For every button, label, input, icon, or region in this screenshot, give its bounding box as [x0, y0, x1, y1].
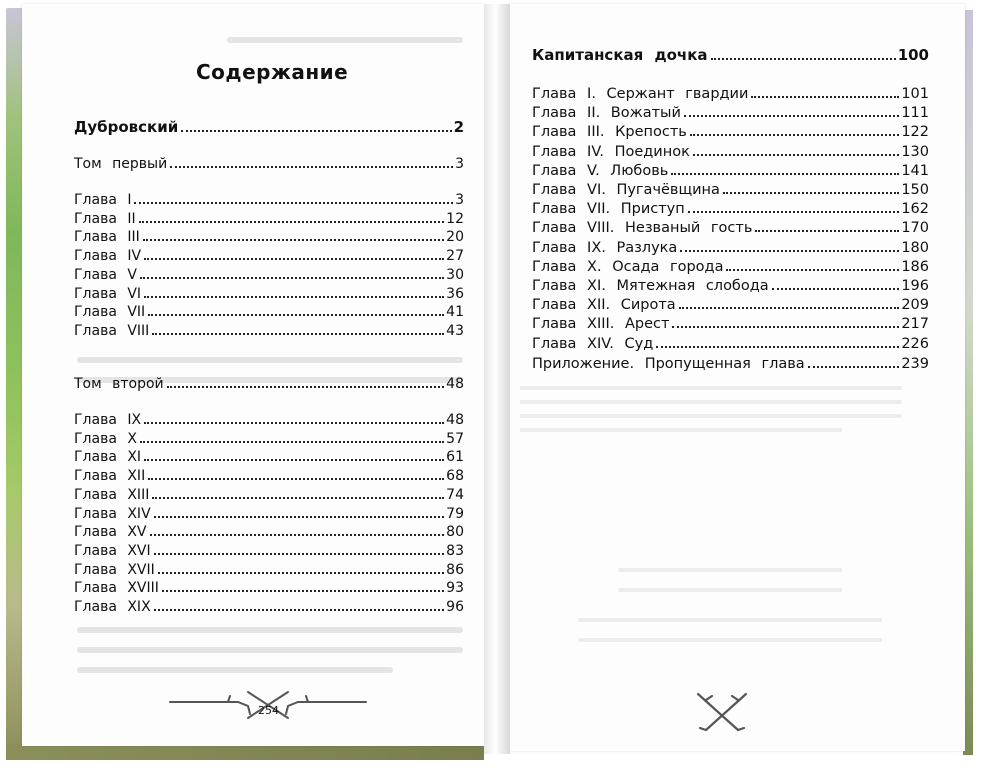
toc-entry-chapter [532, 220, 929, 236]
chapter-label: Глава VI. Пугачёвщина [532, 182, 720, 198]
toc-entry-chapter [532, 182, 929, 198]
page-ref: 79 [446, 505, 464, 522]
crossed-pistols-icon [692, 690, 752, 738]
toc-entry-chapter [74, 323, 464, 339]
leader-dots [144, 295, 444, 298]
toc-entry-captains-daughter [532, 46, 929, 64]
toc-entry-chapter [532, 105, 929, 121]
volume-label: Том второй [74, 376, 164, 392]
page-ref: 122 [901, 124, 929, 141]
leader-dots [751, 95, 899, 98]
page-ref: 209 [901, 297, 929, 314]
page-ref: 3 [455, 156, 464, 172]
chapter-label: Глава II. Вожатый [532, 105, 681, 122]
leader-dots [679, 306, 900, 309]
toc-entry-chapter [74, 543, 464, 559]
work-title: Капитанская дочка [532, 46, 708, 64]
chapter-label: Глава IV [74, 248, 142, 265]
leader-dots [152, 496, 444, 499]
leader-dots [688, 210, 900, 213]
toc-entry-chapter [74, 468, 464, 484]
toc-entry-chapter [74, 599, 464, 615]
toc-entry-chapter [532, 163, 929, 179]
leader-dots [672, 325, 899, 328]
page-ref: 196 [901, 278, 929, 294]
page-ref: 12 [446, 210, 464, 227]
toc-entry-chapter [74, 580, 464, 596]
leader-dots [181, 129, 451, 132]
leader-dots [154, 608, 445, 611]
leader-dots [139, 220, 445, 223]
chapter-label: Глава I. Сержант гвардии [532, 86, 749, 102]
page-ref: 186 [901, 258, 929, 275]
leader-dots [671, 172, 899, 175]
chapter-label: Глава XIII. Арест [532, 316, 670, 333]
toc-entry-chapter [74, 487, 464, 503]
toc-entry-chapter [74, 192, 464, 208]
leader-dots [158, 571, 444, 574]
toc-entry-volume-1 [74, 156, 464, 172]
page-ref: 3 [455, 192, 464, 208]
page-ref: 48 [446, 376, 464, 392]
leader-dots [140, 440, 444, 443]
book-cover-edge-bottom [6, 744, 484, 760]
chapter-label: Глава XV [74, 524, 147, 541]
chapter-label: Глава XIII [74, 486, 150, 503]
leader-dots [726, 268, 899, 271]
toc-entry-chapter [74, 431, 464, 447]
page-ref: 68 [446, 468, 464, 485]
page-number: 254 [258, 704, 279, 717]
leader-dots [693, 153, 899, 156]
toc-entry-chapter [74, 506, 464, 522]
leader-dots [680, 249, 899, 252]
chapter-label: Глава XVII [74, 561, 155, 578]
page-ref: 86 [446, 561, 464, 578]
chapter-label: Глава XII. Сирота [532, 297, 676, 314]
toc-entry-chapter [74, 229, 464, 245]
page-ref: 217 [901, 316, 929, 333]
chapter-label: Глава X [74, 430, 137, 447]
leader-dots [772, 287, 900, 290]
book-gutter [484, 4, 510, 754]
toc-entry-chapter [74, 211, 464, 227]
toc-entry-chapter [532, 278, 929, 294]
page-ref: 170 [901, 220, 929, 237]
chapter-label: Глава VIII. Незваный гость [532, 220, 753, 237]
page-ref: 96 [446, 599, 464, 615]
chapter-label: Глава VII. Приступ [532, 201, 685, 218]
leader-dots [143, 238, 444, 241]
chapter-label: Глава XIV. Суд [532, 335, 654, 352]
toc-entry-chapter [74, 267, 464, 283]
page-ref: 80 [446, 524, 464, 541]
chapter-label: Глава I [74, 192, 132, 208]
leader-dots [152, 332, 444, 335]
page-ref: 150 [901, 182, 929, 198]
chapter-label: Глава XI. Мятежная слобода [532, 278, 769, 294]
page-ref: 101 [901, 86, 929, 102]
toc-entry-chapter [74, 248, 464, 264]
page-ref: 74 [446, 486, 464, 503]
chapter-label: Глава VIII [74, 322, 150, 339]
page-ref: 30 [446, 266, 464, 283]
chapter-label: Глава XIV [74, 505, 151, 522]
leader-dots [690, 133, 899, 136]
chapter-label: Глава IX [74, 412, 142, 428]
leader-dots [134, 201, 453, 204]
page-ref: 141 [901, 162, 929, 179]
chapter-label: Глава V. Любовь [532, 162, 669, 179]
page-ref: 83 [446, 542, 464, 559]
toc-heading: Содержание [196, 60, 349, 84]
leader-dots [162, 589, 444, 592]
toc-entry-chapter [532, 297, 929, 313]
appendix-label: Приложение. Пропущенная глава [532, 356, 805, 372]
leader-dots [755, 229, 899, 232]
page-ref: 41 [446, 304, 464, 321]
volume-label: Том первый [74, 156, 168, 172]
page-ref: 100 [897, 46, 929, 64]
chapter-label: Глава III [74, 229, 140, 246]
page-ref: 61 [446, 449, 464, 466]
toc-entry-chapter [74, 412, 464, 428]
leader-dots [711, 57, 896, 60]
chapter-label: Глава VI [74, 285, 142, 302]
toc-entry-chapter [532, 144, 929, 160]
page-ref: 43 [446, 322, 464, 339]
leader-dots [656, 345, 899, 348]
chapter-label: Глава XI [74, 449, 142, 466]
page-ref: 130 [901, 143, 929, 160]
page-ref: 48 [446, 412, 464, 428]
leader-dots [167, 385, 445, 388]
toc-entry-chapter [74, 562, 464, 578]
leader-dots [154, 552, 445, 555]
toc-entry-appendix [532, 356, 929, 372]
leader-dots [150, 533, 445, 536]
page-ref: 93 [446, 580, 464, 597]
work-title: Дубровский [74, 118, 179, 136]
toc-entry-chapter [532, 86, 929, 102]
left-page [22, 4, 484, 746]
toc-entry-chapter [532, 240, 929, 256]
page-ref: 180 [901, 239, 929, 256]
toc-entry-chapter [532, 259, 929, 275]
toc-entry-chapter [74, 524, 464, 540]
leader-dots [148, 477, 444, 480]
chapter-label: Глава X. Осада города [532, 258, 724, 275]
chapter-label: Глава XVI [74, 542, 151, 559]
page-ref: 57 [446, 430, 464, 447]
toc-entry-dubrovsky [74, 118, 464, 136]
toc-entry-chapter [74, 304, 464, 320]
toc-entry-chapter [532, 316, 929, 332]
leader-dots [684, 114, 899, 117]
toc-entry-chapter [74, 286, 464, 302]
leader-dots [723, 191, 899, 194]
chapter-label: Глава VII [74, 304, 146, 321]
chapter-label: Глава IX. Разлука [532, 239, 678, 256]
page-ref: 162 [901, 201, 929, 218]
leader-dots [140, 276, 444, 279]
leader-dots [148, 313, 444, 316]
leader-dots [808, 365, 900, 368]
page-ref: 36 [446, 285, 464, 302]
chapter-label: Глава III. Крепость [532, 124, 687, 141]
toc-entry-chapter [74, 449, 464, 465]
leader-dots [144, 257, 444, 260]
chapter-label: Глава XIX [74, 599, 151, 615]
page-ref: 239 [901, 356, 929, 372]
leader-dots [144, 421, 444, 424]
page-ref: 2 [453, 118, 464, 136]
chapter-label: Глава XVIII [74, 580, 159, 597]
chapter-label: Глава II [74, 210, 136, 227]
toc-entry-chapter [532, 336, 929, 352]
chapter-label: Глава XII [74, 468, 146, 485]
page-ref: 27 [446, 248, 464, 265]
leader-dots [154, 515, 445, 518]
leader-dots [170, 165, 453, 168]
chapter-label: Глава V [74, 266, 137, 283]
chapter-label: Глава IV. Поединок [532, 143, 690, 160]
leader-dots [144, 458, 444, 461]
toc-entry-volume-2 [74, 376, 464, 392]
toc-entry-chapter [532, 201, 929, 217]
page-ref: 20 [446, 229, 464, 246]
toc-entry-chapter [532, 124, 929, 140]
page-ref: 226 [901, 335, 929, 352]
page-ref: 111 [901, 105, 929, 122]
